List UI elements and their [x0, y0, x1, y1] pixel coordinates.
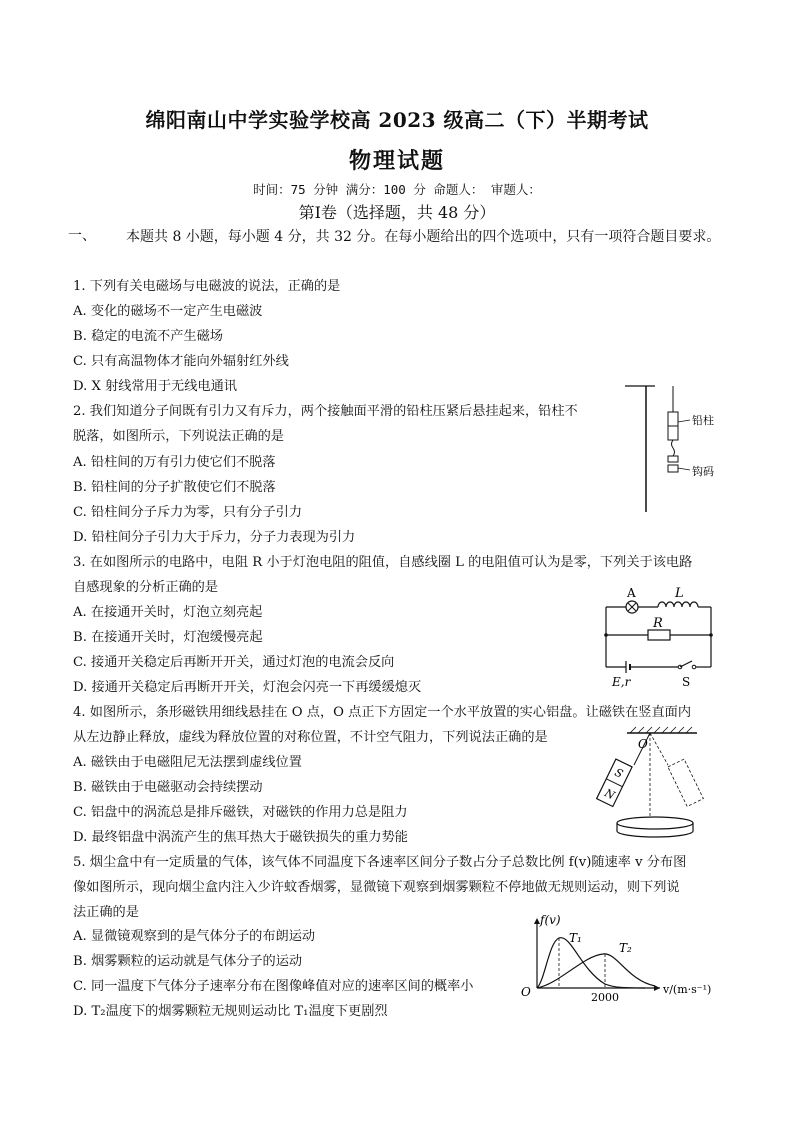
q2-stem-line2: 脱落，如图所示，下列说法正确的是: [73, 429, 284, 444]
lead-cylinder-label: 铅柱: [692, 414, 714, 427]
q4-option-c: C. 铝盘中的涡流总是排斥磁铁，对磁铁的作用力总是阻力: [73, 805, 408, 820]
q2-option-d: D. 铅柱间分子引力大于斥力，分子力表现为引力: [73, 530, 356, 545]
battery-label: E,r: [612, 675, 631, 689]
lamp-label: A: [627, 586, 636, 600]
section-instruction: 本题共 8 小题，每小题 4 分，共 32 分。在每小题给出的四个选项中，只有一项符合题目要求。: [126, 229, 721, 245]
q4-option-d: D. 最终铝盘中涡流产生的焦耳热大于磁铁损失的重力势能: [73, 830, 408, 845]
q2-option-b: B. 铅柱间的分子扩散使它们不脱落: [73, 480, 276, 495]
x-tick-label: 2000: [591, 991, 619, 1004]
q4-stem-line1: 4. 如图所示，条形磁铁用细线悬挂在 O 点，O 点正下方固定一个水平放置的实心铝盘。让磁铁在竖直面内: [73, 705, 692, 720]
q5-stem-line1: 5. 烟尘盒中有一定质量的气体，该气体不同温度下各速率区间分子数占分子总数比例 f(v)随速率 v 分布图: [73, 855, 687, 870]
switch-icon: [680, 661, 692, 667]
q3-option-d: D. 接通开关稳定后再断开开关，灯泡会闪亮一下再缓缓熄灭: [73, 680, 422, 695]
q3-stem-line1: 3. 在如图所示的电路中，电阻 R 小于灯泡电阻的阻值，自感线圈 L 的电阻值可认为是零，下列关于该电路: [73, 555, 693, 570]
part-title: 第Ⅰ卷（选择题，共 48 分）: [298, 203, 496, 222]
q1-option-b: B. 稳定的电流不产生磁场: [73, 329, 223, 344]
q3-option-a: A. 在接通开关时，灯泡立刻亮起: [73, 605, 263, 620]
q5-option-c: C. 同一温度下气体分子速率分布在图像峰值对应的速率区间的概率小: [73, 979, 474, 994]
q5-option-b: B. 烟雾颗粒的运动就是气体分子的运动: [73, 954, 303, 969]
magnet-s-label: S: [612, 765, 625, 781]
q3-option-c: C. 接通开关稳定后再断开开关，通过灯泡的电流会反向: [73, 655, 395, 670]
origin-label: O: [521, 985, 531, 999]
q1-option-a: A. 变化的磁场不一定产生电磁波: [73, 304, 263, 319]
q4-stem-line2: 从左边静止释放，虚线为释放位置的对称位置，不计空气阻力，下列说法正确的是: [73, 730, 548, 745]
mirror-position-outline: [668, 759, 703, 806]
lead-cylinder-figure: [625, 382, 725, 517]
magnet-pendulum-figure: [592, 725, 727, 847]
exam-subtitle: 物理试题: [348, 148, 445, 174]
q2-option-c: C. 铅柱间分子斥力为零，只有分子引力: [73, 505, 303, 520]
q4-option-b: B. 磁铁由于电磁驱动会持续摆动: [73, 780, 263, 795]
inductor-label: L: [675, 586, 684, 601]
speed-distribution-graph: [515, 910, 725, 1005]
q5-stem-line3: 法正确的是: [73, 905, 139, 920]
q2-option-a: A. 铅柱间的万有引力使它们不脱落: [73, 455, 276, 470]
q1-option-d: D. X 射线常用于无线电通讯: [73, 379, 237, 394]
resistor-label: R: [653, 616, 663, 631]
switch-label: S: [682, 675, 691, 689]
q2-stem-line1: 2. 我们知道分子间既有引力又有斥力，两个接触面平滑的铅柱压紧后悬挂起来，铅柱不: [73, 404, 578, 419]
magnet-n-label: N: [602, 786, 617, 803]
x-axis-label: v/(m·s⁻¹): [663, 983, 712, 996]
inductor-icon: [658, 602, 698, 607]
q1-option-c: C. 只有高温物体才能向外辐射红外线: [73, 354, 289, 369]
exam-info: 时间：75 分钟 满分：100 分 命题人： 审题人：: [253, 182, 541, 197]
t2-label: T₂: [619, 941, 632, 955]
exam-title: 绵阳南山中学实验学校高 2023 级高二（下）半期考试: [145, 108, 649, 132]
q5-option-a: A. 显微镜观察到的是气体分子的布朗运动: [73, 929, 316, 944]
q5-option-d: D. T₂温度下的烟雾颗粒无规则运动比 T₁温度下更剧烈: [73, 1004, 388, 1019]
q1-stem: 1. 下列有关电磁场与电磁波的说法，正确的是: [73, 279, 341, 294]
q3-option-b: B. 在接通开关时，灯泡缓慢亮起: [73, 630, 263, 645]
t1-label: T₁: [569, 931, 582, 945]
section-number: 一、: [68, 228, 96, 244]
y-axis-label: f(v): [540, 913, 561, 927]
q4-option-a: A. 磁铁由于电磁阻尼无法摆到虚线位置: [73, 755, 302, 770]
q3-stem-line2: 自感现象的分析正确的是: [73, 580, 219, 595]
resistor-icon: [648, 630, 670, 640]
pivot-o-label: O: [638, 737, 648, 751]
weight-label: 钩码: [692, 465, 714, 478]
q5-stem-line2: 像如图所示，现向烟尘盒内注入少许蚊香烟雾，显微镜下观察到烟雾颗粒不停地做无规则运动，则下列说: [73, 880, 680, 895]
curve-t2: [537, 954, 655, 988]
circuit-figure: [598, 585, 722, 690]
aluminum-disk-icon: [617, 817, 693, 829]
